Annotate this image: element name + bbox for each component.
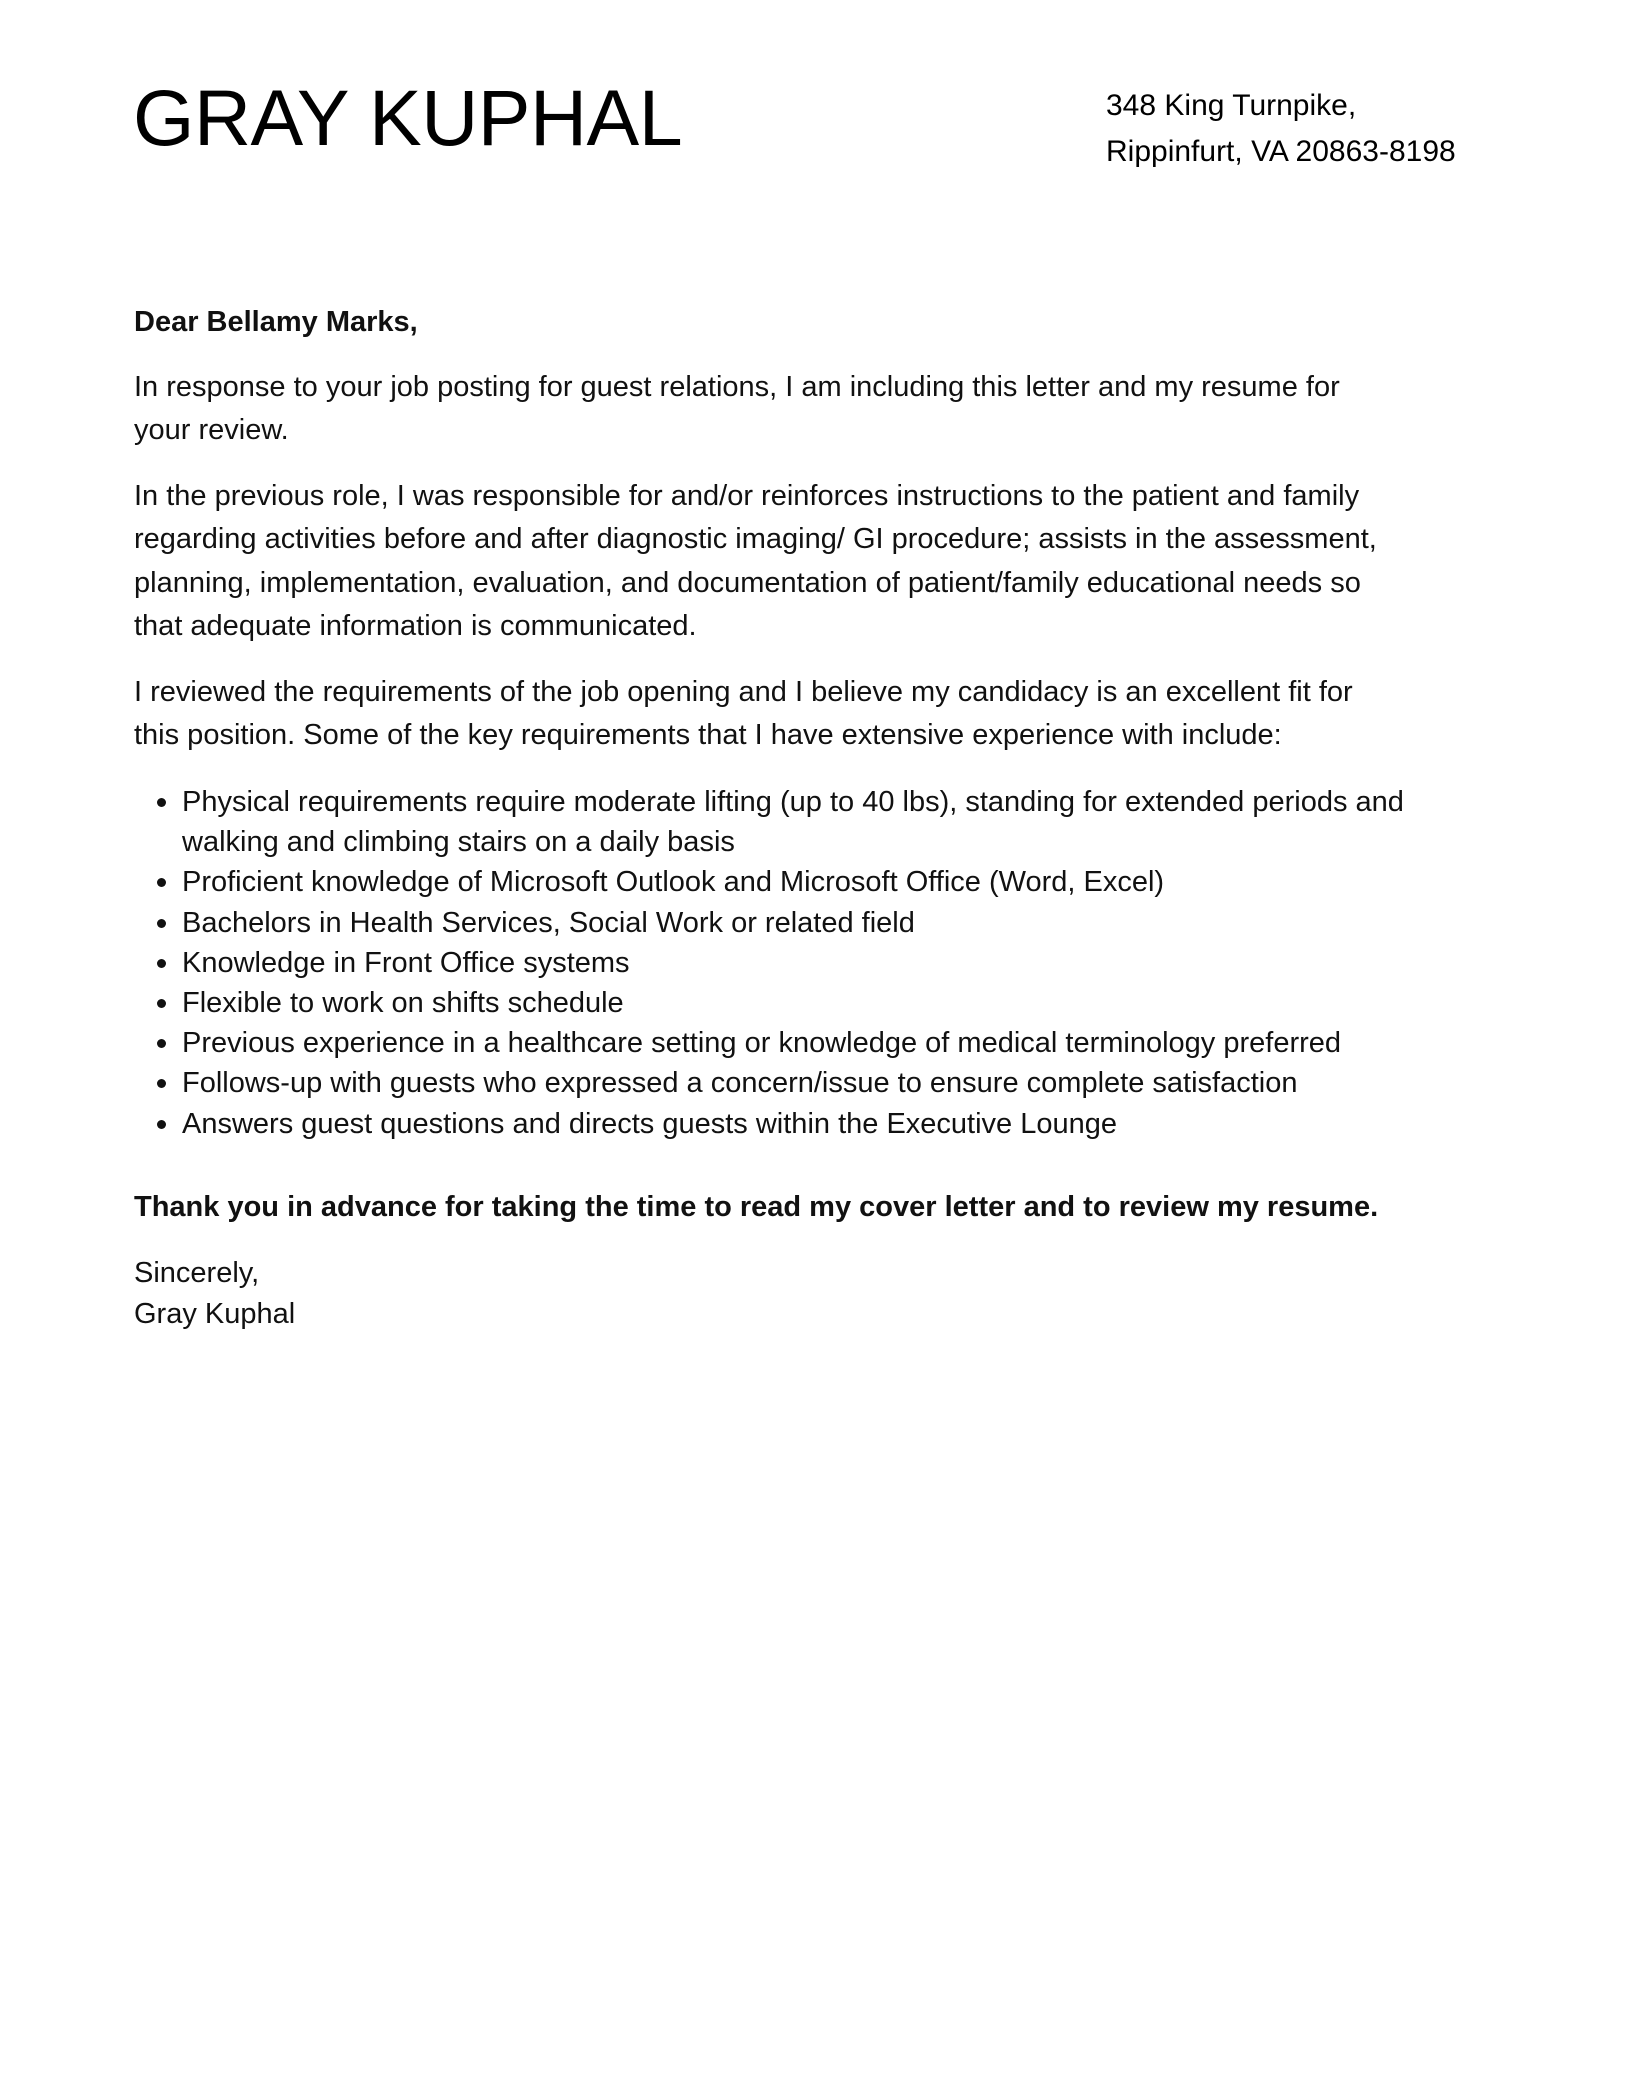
bullet-icon: [157, 878, 166, 887]
list-item-line: Proficient knowledge of Microsoft Outlook and Microsoft Office (Word, Excel): [182, 866, 1165, 899]
list-item-line: Knowledge in Front Office systems: [182, 946, 630, 979]
signoff: Sincerely,: [134, 1257, 260, 1289]
list-item: [134, 1023, 1404, 1063]
salutation: Dear Bellamy Marks,: [134, 306, 418, 338]
list-item-line: walking and climbing stairs on a daily basis: [182, 826, 735, 859]
paragraph-line: In the previous role, I was responsible for and/or reinforces instructions to the patient and family: [134, 480, 1360, 512]
bullet-icon: [157, 999, 166, 1008]
paragraph-experience: [134, 475, 1377, 648]
bullet-icon: [157, 798, 166, 807]
paragraph-line: regarding activities before and after diagnostic imaging/ GI procedure; assists in the assessment,: [134, 523, 1377, 556]
list-item: [134, 943, 1404, 983]
closing-statement: Thank you in advance for taking the time to read my cover letter and to review my resume.: [134, 1191, 1379, 1223]
applicant-address: [1106, 83, 1456, 175]
bullet-icon: [157, 1039, 166, 1048]
list-item: [134, 862, 1404, 902]
bullet-icon: [157, 1120, 166, 1129]
paragraph-requirements-intro: [134, 671, 1353, 758]
bullet-icon: [157, 919, 166, 928]
paragraph-line: planning, implementation, evaluation, and documentation of patient/family educational needs so: [134, 566, 1361, 599]
requirements-list: [134, 782, 1404, 1144]
address-line-1: 348 King Turnpike,: [1106, 89, 1357, 122]
paragraph-intro: [134, 366, 1340, 453]
list-item-line: Flexible to work on shifts schedule: [182, 987, 624, 1020]
paragraph-line: this position. Some of the key requirements that I have extensive experience with include:: [134, 719, 1282, 752]
list-item-line: Bachelors in Health Services, Social Work or related field: [182, 906, 915, 939]
paragraph-line: that adequate information is communicated.: [134, 609, 697, 642]
paragraph-line: In response to your job posting for guest relations, I am including this letter and my resume for: [134, 371, 1340, 403]
applicant-name: GRAY KUPHAL: [133, 73, 683, 162]
paragraph-line: your review.: [134, 414, 289, 447]
list-item-line: Physical requirements require moderate lifting (up to 40 lbs), standing for extended periods and: [182, 786, 1404, 818]
signature: Gray Kuphal: [134, 1298, 296, 1330]
bullet-icon: [157, 1079, 166, 1088]
paragraph-line: I reviewed the requirements of the job opening and I believe my candidacy is an excellent fit for: [134, 676, 1353, 708]
list-item-line: Answers guest questions and directs guests within the Executive Lounge: [182, 1107, 1117, 1140]
list-item-line: Previous experience in a healthcare setting or knowledge of medical terminology preferred: [182, 1027, 1342, 1060]
list-item: [134, 1063, 1404, 1103]
signoff-block: [134, 1253, 295, 1335]
list-item: [134, 903, 1404, 943]
list-item-line: Follows-up with guests who expressed a concern/issue to ensure complete satisfaction: [182, 1067, 1298, 1100]
bullet-icon: [157, 959, 166, 968]
list-item: [134, 1104, 1404, 1144]
address-line-2: Rippinfurt, VA 20863-8198: [1106, 135, 1456, 168]
list-item: [134, 782, 1404, 862]
list-item: [134, 983, 1404, 1023]
